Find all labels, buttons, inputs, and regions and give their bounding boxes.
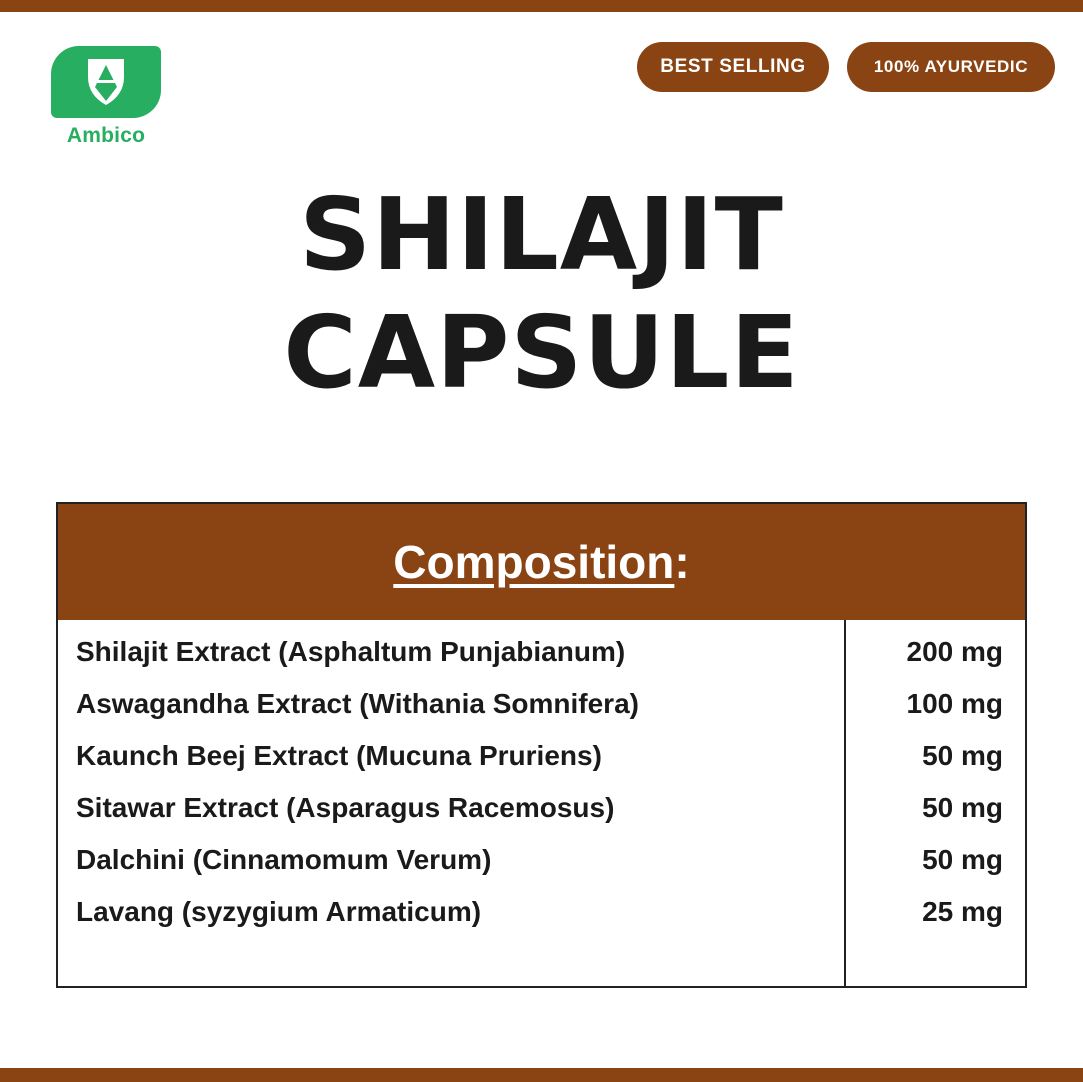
ingredient-quantity: 50 mg [922, 844, 1003, 875]
leaf-monogram-icon [51, 46, 161, 118]
ingredient-name: Shilajit Extract (Asphaltum Punjabianum) [76, 636, 626, 667]
composition-table [56, 502, 1027, 988]
ingredient-name: Aswagandha Extract (Withania Somnifera) [76, 688, 639, 719]
badge-best-selling: BEST SELLING [637, 42, 829, 92]
table-row [58, 636, 1025, 688]
table-row [58, 792, 1025, 844]
badge-group [637, 42, 1055, 92]
table-row [58, 896, 1025, 948]
page-title-line-2: CAPSULE [283, 294, 800, 411]
ingredient-quantity: 50 mg [922, 792, 1003, 823]
brand-name: Ambico [66, 124, 146, 147]
ingredient-name: Kaunch Beej Extract (Mucuna Pruriens) [76, 740, 602, 771]
table-row [58, 688, 1025, 740]
top-accent-bar [0, 0, 1083, 12]
composition-rows [58, 620, 1025, 986]
ingredient-name: Dalchini (Cinnamomum Verum) [76, 844, 492, 875]
ingredient-quantity: 25 mg [922, 896, 1003, 927]
ingredient-quantity: 100 mg [906, 688, 1003, 719]
table-row [58, 844, 1025, 896]
composition-heading [393, 535, 689, 589]
page-title [0, 176, 1083, 412]
ingredient-quantity: 200 mg [906, 636, 1003, 667]
brand-logo [36, 46, 176, 148]
table-row [58, 740, 1025, 792]
composition-header [58, 504, 1025, 620]
badge-ayurvedic: 100% AYURVEDIC [847, 42, 1055, 92]
ingredient-quantity: 50 mg [922, 740, 1003, 771]
ingredient-name: Lavang (syzygium Armaticum) [76, 896, 482, 927]
page-title-line-1: SHILAJIT [299, 176, 784, 293]
column-divider [844, 620, 846, 986]
composition-heading-suffix: : [674, 536, 690, 588]
composition-heading-text: Composition [393, 536, 675, 588]
ingredient-name: Sitawar Extract (Asparagus Racemosus) [76, 792, 615, 823]
bottom-accent-bar [0, 1068, 1083, 1082]
